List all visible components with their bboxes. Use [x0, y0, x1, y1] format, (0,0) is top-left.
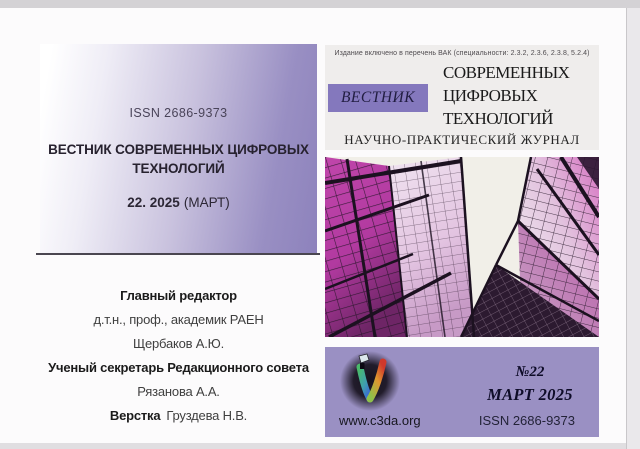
issue-info-panel — [40, 44, 317, 253]
building-photo — [325, 157, 599, 337]
layout-label: Верстка — [109, 408, 161, 423]
journal-logo — [339, 350, 401, 412]
cover-header — [325, 45, 599, 150]
panel-underline — [36, 253, 320, 255]
website-link: www.c3da.org — [339, 413, 421, 428]
panel-title-line1: ВЕСТНИК СОВРЕМЕННЫХ ЦИФРОВЫХ — [48, 142, 309, 157]
window-top-edge — [0, 0, 640, 8]
cover-title-line2: ЦИФРОВЫХ — [443, 86, 538, 105]
journal-cover — [325, 45, 599, 437]
left-building — [325, 157, 474, 337]
cover-subtitle: НАУЧНО-ПРАКТИЧЕСКИЙ ЖУРНАЛ — [344, 132, 580, 147]
chief-editor-degree: д.т.н., проф., академик РАЕН — [93, 312, 264, 327]
layout-name: Груздева Н.В. — [166, 408, 248, 423]
issue-number: №22 — [515, 364, 545, 380]
skyscrapers-illustration — [325, 157, 599, 337]
secretary-label: Ученый секретарь Редакционного совета — [48, 360, 309, 375]
chief-editor-label: Главный редактор — [120, 288, 237, 303]
secretary-name: Рязанова А.А. — [137, 384, 220, 399]
brand-label: ВЕСТНИК — [340, 89, 416, 106]
chief-editor-name: Щербаков А.Ю. — [132, 336, 225, 351]
v-rainbow-logo-icon — [339, 350, 401, 412]
panel-journal-title — [48, 140, 309, 178]
window-right-edge — [626, 8, 640, 449]
issue-month: МАРТ 2025 — [487, 385, 573, 404]
panel-issue-number: 22. 2025 — [127, 195, 180, 210]
issue-block — [470, 364, 590, 405]
layout-line — [40, 409, 317, 423]
cover-title-line3: ТЕХНОЛОГИЙ — [443, 109, 553, 128]
panel-title-line2: ТЕХНОЛОГИЙ — [132, 161, 225, 176]
cover-title — [443, 61, 569, 130]
editorial-block — [40, 289, 317, 433]
brand-box — [328, 84, 428, 112]
vak-note: Издание включено в перечень ВАК (специальности: 2.3.2, 2.3.6, 2.3.8, 5.2.4) — [334, 50, 590, 57]
panel-issue-line — [127, 195, 229, 210]
window-bottom-edge — [0, 443, 626, 449]
cover-title-line1: СОВРЕМЕННЫХ — [443, 63, 570, 82]
cover-banner — [325, 347, 599, 437]
panel-issn: ISSN 2686-9373 — [129, 106, 228, 120]
panel-issue-month: (МАРТ) — [183, 195, 230, 210]
cover-issn: ISSN 2686-9373 — [478, 413, 575, 428]
